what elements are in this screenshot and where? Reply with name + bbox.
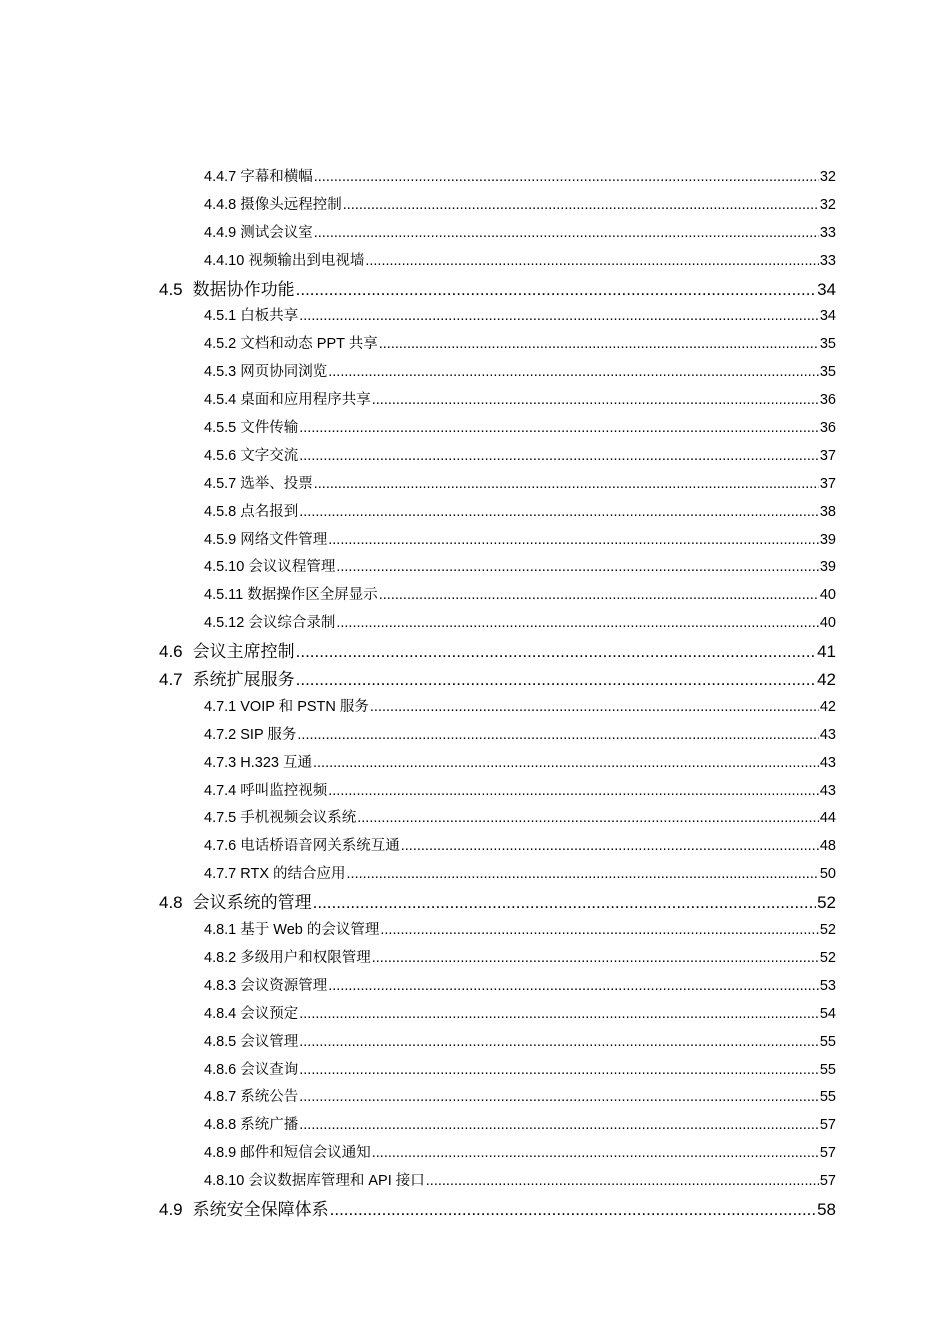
toc-dot-leader xyxy=(314,220,819,248)
toc-subsection-entry[interactable] xyxy=(0,833,836,861)
toc-subsection-entry[interactable] xyxy=(0,164,836,192)
toc-entry-page-number: 55 xyxy=(819,1089,836,1106)
toc-dot-leader xyxy=(299,1112,819,1140)
toc-entry-number: 4.8.2 xyxy=(204,949,237,966)
toc-subsection-entry[interactable] xyxy=(0,610,836,638)
toc-entry-title: 选举、投票 xyxy=(240,475,313,492)
toc-dot-leader xyxy=(299,415,819,443)
toc-dot-leader xyxy=(372,1140,819,1168)
toc-entry-page-number: 48 xyxy=(819,838,836,855)
toc-entry-number: 4.5.2 xyxy=(204,336,237,353)
toc-dot-leader xyxy=(328,527,819,555)
toc-entry-page-number: 52 xyxy=(819,922,836,939)
toc-entry-page-number: 32 xyxy=(819,169,836,185)
toc-dot-leader xyxy=(299,1057,819,1085)
toc-entry-title: 字幕和横幅 xyxy=(240,169,313,185)
toc-entry-title: 数据操作区全屏显示 xyxy=(247,587,378,604)
toc-entry-page-number: 39 xyxy=(819,531,836,548)
toc-section-entry[interactable] xyxy=(0,276,836,304)
toc-dot-leader xyxy=(296,666,816,694)
toc-subsection-entry[interactable] xyxy=(0,778,836,806)
toc-entry-number: 4.5.10 xyxy=(204,559,245,576)
toc-entry-page-number: 43 xyxy=(819,754,836,771)
toc-subsection-entry[interactable] xyxy=(0,1140,836,1168)
toc-entry-page-number: 42 xyxy=(817,670,836,690)
toc-entry-number: 4.8.9 xyxy=(204,1145,237,1162)
toc-entry-page-number: 37 xyxy=(819,447,836,464)
toc-subsection-entry[interactable] xyxy=(0,973,836,1001)
toc-entry-number: 4.5.1 xyxy=(204,308,237,325)
toc-subsection-entry[interactable] xyxy=(0,471,836,499)
toc-subsection-entry[interactable] xyxy=(0,415,836,443)
toc-entry-page-number: 43 xyxy=(819,726,836,743)
toc-entry-title: 系统公告 xyxy=(240,1089,299,1106)
toc-dot-leader xyxy=(299,443,819,471)
toc-entry-page-number: 41 xyxy=(817,642,836,662)
toc-subsection-entry[interactable] xyxy=(0,554,836,582)
toc-entry-page-number: 43 xyxy=(819,782,836,799)
toc-subsection-entry[interactable] xyxy=(0,805,836,833)
toc-entry-title: 数据协作功能 xyxy=(192,279,295,299)
toc-entry-number: 4.5.7 xyxy=(204,475,237,492)
toc-dot-leader xyxy=(297,722,818,750)
toc-subsection-entry[interactable] xyxy=(0,1001,836,1029)
toc-entry-number: 4.5.8 xyxy=(204,503,237,520)
toc-subsection-entry[interactable] xyxy=(0,945,836,973)
toc-dot-leader xyxy=(336,610,819,638)
toc-entry-number: 4.5 xyxy=(159,279,183,299)
toc-dot-leader xyxy=(330,1196,816,1224)
toc-dot-leader xyxy=(426,1168,819,1196)
toc-subsection-entry[interactable] xyxy=(0,917,836,945)
toc-entry-number: 4.7.5 xyxy=(204,810,237,827)
toc-dot-leader xyxy=(313,750,819,778)
toc-entry-title: H.323 互通 xyxy=(240,754,312,771)
toc-dot-leader xyxy=(370,694,819,722)
toc-entry-number: 4.5.4 xyxy=(204,392,237,409)
toc-entry-title: 会议资源管理 xyxy=(240,977,328,994)
toc-dot-leader xyxy=(372,945,819,973)
toc-entry-title: 多级用户和权限管理 xyxy=(240,949,371,966)
toc-dot-leader xyxy=(296,276,816,304)
toc-entry-number: 4.7.6 xyxy=(204,838,237,855)
toc-entry-title: 桌面和应用程序共享 xyxy=(240,392,371,409)
toc-entry-title: 会议数据库管理和 API 接口 xyxy=(248,1173,425,1190)
toc-entry-title: 摄像头远程控制 xyxy=(240,196,342,213)
toc-section-entry[interactable] xyxy=(0,638,836,666)
toc-entry-number: 4.5.12 xyxy=(204,615,245,632)
toc-subsection-entry[interactable] xyxy=(0,750,836,778)
toc-subsection-entry[interactable] xyxy=(0,192,836,220)
toc-dot-leader xyxy=(365,248,819,276)
toc-entry-title: 电话桥语音网关系统互通 xyxy=(240,838,400,855)
toc-entry-number: 4.4.10 xyxy=(204,252,245,269)
toc-entry-page-number: 33 xyxy=(819,252,836,269)
toc-entry-title: 白板共享 xyxy=(240,308,299,325)
toc-entry-page-number: 35 xyxy=(819,364,836,381)
toc-entry-page-number: 38 xyxy=(819,503,836,520)
toc-entry-title: 会议系统的管理 xyxy=(192,893,312,913)
toc-entry-number: 4.8.4 xyxy=(204,1005,237,1022)
toc-subsection-entry[interactable] xyxy=(0,387,836,415)
toc-entry-page-number: 52 xyxy=(817,893,836,913)
toc-dot-leader xyxy=(347,861,819,889)
toc-entry-number: 4.7.2 xyxy=(204,726,237,743)
toc-entry-page-number: 40 xyxy=(819,587,836,604)
toc-subsection-entry[interactable] xyxy=(0,303,836,331)
toc-subsection-entry[interactable] xyxy=(0,582,836,610)
toc-entry-number: 4.8.1 xyxy=(204,922,237,939)
toc-entry-number: 4.7.7 xyxy=(204,866,237,883)
toc-entry-title: 文档和动态 PPT 共享 xyxy=(240,336,378,353)
toc-dot-leader xyxy=(313,889,816,917)
toc-entry-title: 邮件和短信会议通知 xyxy=(240,1145,371,1162)
toc-entry-number: 4.5.6 xyxy=(204,447,237,464)
toc-entry-number: 4.7.3 xyxy=(204,754,237,771)
toc-entry-page-number: 57 xyxy=(819,1173,836,1190)
toc-entry-page-number: 55 xyxy=(819,1033,836,1050)
toc-entry-page-number: 57 xyxy=(819,1145,836,1162)
toc-entry-page-number: 34 xyxy=(819,308,836,325)
toc-dot-leader xyxy=(379,331,819,359)
toc-section-entry[interactable] xyxy=(0,1196,836,1224)
toc-entry-number: 4.8.3 xyxy=(204,977,237,994)
toc-entry-title: SIP 服务 xyxy=(240,726,297,743)
toc-entry-page-number: 53 xyxy=(819,977,836,994)
toc-entry-title: 会议查询 xyxy=(240,1061,299,1078)
toc-entry-title: 文件传输 xyxy=(240,420,299,437)
toc-entry-number: 4.5.5 xyxy=(204,420,237,437)
toc-entry-page-number: 55 xyxy=(819,1061,836,1078)
toc-dot-leader xyxy=(328,359,819,387)
toc-dot-leader xyxy=(380,917,819,945)
toc-section-entry[interactable] xyxy=(0,666,836,694)
toc-section-entry[interactable] xyxy=(0,889,836,917)
toc-entry-page-number: 35 xyxy=(819,336,836,353)
toc-subsection-entry[interactable] xyxy=(0,443,836,471)
toc-entry-number: 4.7 xyxy=(159,670,183,690)
toc-entry-title: 会议主席控制 xyxy=(192,642,295,662)
toc-entry-number: 4.5.9 xyxy=(204,531,237,548)
toc-entry-title: 会议综合录制 xyxy=(248,615,336,632)
toc-dot-leader xyxy=(299,499,819,527)
toc-entry-title: VOIP 和 PSTN 服务 xyxy=(240,698,369,715)
toc-entry-number: 4.7.1 xyxy=(204,698,237,715)
toc-entry-number: 4.8 xyxy=(159,893,183,913)
toc-dot-leader xyxy=(314,164,819,192)
table-of-contents xyxy=(0,164,950,1224)
toc-entry-number: 4.7.4 xyxy=(204,782,237,799)
toc-entry-title: 网络文件管理 xyxy=(240,531,328,548)
toc-entry-title: 呼叫监控视频 xyxy=(240,782,328,799)
toc-entry-title: 系统安全保障体系 xyxy=(192,1199,329,1219)
toc-dot-leader xyxy=(372,387,819,415)
toc-entry-page-number: 36 xyxy=(819,420,836,437)
toc-entry-page-number: 32 xyxy=(819,196,836,213)
toc-subsection-entry[interactable] xyxy=(0,331,836,359)
toc-subsection-entry[interactable] xyxy=(0,248,836,276)
toc-entry-title: 系统广播 xyxy=(240,1117,299,1134)
toc-entry-title: 会议管理 xyxy=(240,1033,299,1050)
toc-entry-page-number: 50 xyxy=(819,866,836,883)
toc-subsection-entry[interactable] xyxy=(0,1029,836,1057)
toc-entry-page-number: 58 xyxy=(817,1199,836,1219)
toc-subsection-entry[interactable] xyxy=(0,1168,836,1196)
toc-entry-title: 文字交流 xyxy=(240,447,299,464)
toc-entry-title: 测试会议室 xyxy=(240,224,313,241)
toc-entry-page-number: 54 xyxy=(819,1005,836,1022)
toc-entry-page-number: 42 xyxy=(819,698,836,715)
toc-subsection-entry[interactable] xyxy=(0,1112,836,1140)
toc-subsection-entry[interactable] xyxy=(0,861,836,889)
toc-entry-number: 4.8.8 xyxy=(204,1117,237,1134)
toc-dot-leader xyxy=(357,805,819,833)
toc-entry-title: 点名报到 xyxy=(240,503,299,520)
toc-subsection-entry[interactable] xyxy=(0,359,836,387)
toc-entry-page-number: 34 xyxy=(817,279,836,299)
toc-subsection-entry[interactable] xyxy=(0,220,836,248)
toc-dot-leader xyxy=(401,833,819,861)
toc-entry-page-number: 39 xyxy=(819,559,836,576)
toc-entry-title: 会议预定 xyxy=(240,1005,299,1022)
toc-dot-leader xyxy=(296,638,816,666)
toc-dot-leader xyxy=(328,778,819,806)
toc-dot-leader xyxy=(299,303,819,331)
toc-entry-number: 4.5.3 xyxy=(204,364,237,381)
toc-entry-number: 4.4.7 xyxy=(204,169,237,185)
toc-entry-number: 4.8.6 xyxy=(204,1061,237,1078)
toc-entry-title: 视频输出到电视墙 xyxy=(248,252,365,269)
toc-dot-leader xyxy=(299,1001,819,1029)
toc-subsection-entry[interactable] xyxy=(0,1084,836,1112)
toc-entry-title: 系统扩展服务 xyxy=(192,670,295,690)
toc-entry-title: RTX 的结合应用 xyxy=(240,866,346,883)
toc-dot-leader xyxy=(336,554,819,582)
toc-entry-page-number: 40 xyxy=(819,615,836,632)
toc-entry-title: 网页协同浏览 xyxy=(240,364,328,381)
toc-entry-page-number: 36 xyxy=(819,392,836,409)
toc-subsection-entry[interactable] xyxy=(0,722,836,750)
toc-entry-number: 4.4.8 xyxy=(204,196,237,213)
toc-entry-title: 基于 Web 的会议管理 xyxy=(240,922,380,939)
toc-entry-number: 4.5.11 xyxy=(204,587,244,604)
toc-entry-number: 4.9 xyxy=(159,1199,183,1219)
toc-entry-page-number: 57 xyxy=(819,1117,836,1134)
toc-dot-leader xyxy=(343,192,819,220)
toc-entry-number: 4.8.5 xyxy=(204,1033,237,1050)
toc-dot-leader xyxy=(299,1029,819,1057)
toc-subsection-entry[interactable] xyxy=(0,499,836,527)
toc-entry-page-number: 44 xyxy=(819,810,836,827)
toc-entry-page-number: 33 xyxy=(819,224,836,241)
toc-entry-title: 手机视频会议系统 xyxy=(240,810,357,827)
toc-dot-leader xyxy=(379,582,819,610)
toc-subsection-entry[interactable] xyxy=(0,527,836,555)
toc-entry-number: 4.8.10 xyxy=(204,1173,245,1190)
toc-dot-leader xyxy=(299,1084,819,1112)
toc-subsection-entry[interactable] xyxy=(0,1057,836,1085)
toc-entry-number: 4.4.9 xyxy=(204,224,237,241)
toc-entry-title: 会议议程管理 xyxy=(248,559,336,576)
toc-entry-number: 4.6 xyxy=(159,642,183,662)
toc-entry-page-number: 37 xyxy=(819,475,836,492)
toc-subsection-entry[interactable] xyxy=(0,694,836,722)
toc-entry-number: 4.8.7 xyxy=(204,1089,237,1106)
toc-dot-leader xyxy=(328,973,819,1001)
toc-entry-page-number: 52 xyxy=(819,949,836,966)
toc-dot-leader xyxy=(314,471,819,499)
